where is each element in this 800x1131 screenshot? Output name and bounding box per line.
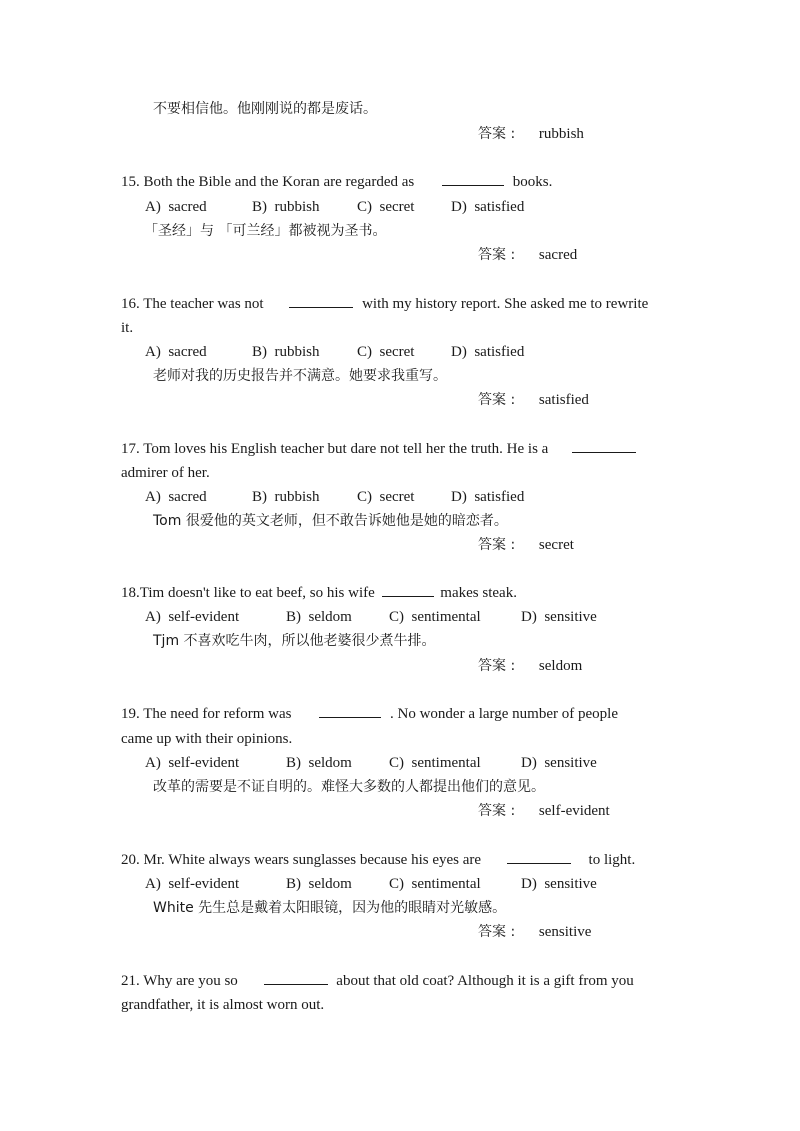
q18-question bbox=[121, 584, 517, 602]
q14-answer: rubbish bbox=[538, 126, 584, 142]
q19-blank bbox=[319, 705, 381, 718]
q19-question bbox=[121, 705, 618, 723]
q14-answer-row bbox=[478, 125, 584, 143]
q18-option-c: C) sentimental bbox=[389, 609, 481, 625]
q16-text-line2: it. bbox=[121, 320, 134, 336]
q16-option-d: D) satisfied bbox=[451, 344, 525, 360]
q19-option-c: C) sentimental bbox=[389, 755, 481, 771]
q19-answer-row bbox=[478, 802, 610, 820]
q19-text-before: 19. The need for reform was bbox=[121, 706, 292, 722]
q15-option-c: C) secret bbox=[357, 199, 415, 215]
q15-option-d: D) satisfied bbox=[451, 199, 525, 215]
q18-option-a: A) self-evident bbox=[145, 609, 240, 625]
q16-option-a: A) sacred bbox=[145, 344, 207, 360]
q15-option-b: B) rubbish bbox=[252, 199, 320, 215]
q21-text-line2: grandfather, it is almost worn out. bbox=[121, 997, 325, 1013]
q17-text-before: 17. Tom loves his English teacher but dare not tell her the truth. He is a bbox=[121, 441, 549, 457]
q17-answer-row bbox=[478, 536, 574, 554]
q19-text-line2: came up with their opinions. bbox=[121, 731, 293, 747]
q17-option-c: C) secret bbox=[357, 489, 415, 505]
q20-answer: sensitive bbox=[538, 924, 592, 940]
q19-translation: 改革的需要是不证自明的。难怪大多数的人都提出他们的意见。 bbox=[153, 779, 545, 795]
q16-question bbox=[121, 295, 648, 313]
q15-answer-row bbox=[478, 246, 577, 264]
q20-option-a: A) self-evident bbox=[145, 876, 240, 892]
answer-label: 答案 : bbox=[478, 537, 516, 553]
q20-blank bbox=[507, 851, 571, 864]
answer-label: 答案 : bbox=[478, 658, 516, 674]
q20-option-d: D) sensitive bbox=[521, 876, 597, 892]
q16-text-before: 16. The teacher was not bbox=[121, 296, 264, 312]
q17-text-line2: admirer of her. bbox=[121, 465, 210, 481]
q20-text-after: to light. bbox=[588, 852, 636, 868]
q16-text-after: with my history report. She asked me to rewrite bbox=[362, 296, 649, 312]
q18-blank bbox=[382, 584, 434, 597]
q16-translation: 老师对我的历史报告并不满意。她要求我重写。 bbox=[153, 368, 447, 384]
q20-translation: White 先生总是戴着太阳眼镜，因为他的眼睛对光敏感。 bbox=[153, 900, 507, 916]
q17-option-b: B) rubbish bbox=[252, 489, 320, 505]
q16-answer-row bbox=[478, 391, 589, 409]
q21-question bbox=[121, 972, 634, 990]
q18-text-before: 18.Tim doesn't like to eat beef, so his wife bbox=[121, 585, 375, 601]
q20-answer-row bbox=[478, 923, 591, 941]
q14-translation: 不要相信他。他刚刚说的都是废话。 bbox=[153, 101, 377, 117]
q18-answer: seldom bbox=[538, 658, 583, 674]
answer-label: 答案 : bbox=[478, 392, 516, 408]
q16-answer: satisfied bbox=[538, 392, 589, 408]
q19-answer: self-evident bbox=[538, 803, 610, 819]
q20-text-before: 20. Mr. White always wears sunglasses because his eyes are bbox=[121, 852, 482, 868]
q19-text-after: . No wonder a large number of people bbox=[390, 706, 618, 722]
q15-answer: sacred bbox=[538, 247, 578, 263]
q18-translation: Tjm 不喜欢吃牛肉，所以他老婆很少煮牛排。 bbox=[153, 633, 436, 649]
q15-option-a: A) sacred bbox=[145, 199, 207, 215]
q17-option-a: A) sacred bbox=[145, 489, 207, 505]
q17-blank bbox=[572, 440, 636, 453]
q19-option-b: B) seldom bbox=[286, 755, 352, 771]
q15-text-after: books. bbox=[512, 174, 553, 190]
answer-label: 答案 : bbox=[478, 126, 516, 142]
q16-option-c: C) secret bbox=[357, 344, 415, 360]
q17-question bbox=[121, 440, 636, 458]
q20-option-c: C) sentimental bbox=[389, 876, 481, 892]
q17-answer: secret bbox=[538, 537, 574, 553]
q18-answer-row bbox=[478, 657, 582, 675]
answer-label: 答案 : bbox=[478, 924, 516, 940]
q20-question bbox=[121, 851, 635, 869]
answer-label: 答案 : bbox=[478, 247, 516, 263]
q16-option-b: B) rubbish bbox=[252, 344, 320, 360]
q20-option-b: B) seldom bbox=[286, 876, 352, 892]
q21-text-after: about that old coat? Although it is a gift from you bbox=[336, 973, 634, 989]
q16-blank bbox=[289, 295, 353, 308]
answer-label: 答案 : bbox=[478, 803, 516, 819]
q15-translation: 「圣经」与 「可兰经」都被视为圣书。 bbox=[144, 223, 387, 239]
q15-question bbox=[121, 173, 552, 191]
q19-option-a: A) self-evident bbox=[145, 755, 240, 771]
q17-translation: Tom 很爱他的英文老师，但不敢告诉她他是她的暗恋者。 bbox=[153, 513, 508, 529]
q17-option-d: D) satisfied bbox=[451, 489, 525, 505]
q15-blank bbox=[442, 173, 504, 186]
q18-text-after: makes steak. bbox=[440, 585, 517, 601]
q18-option-b: B) seldom bbox=[286, 609, 352, 625]
q19-option-d: D) sensitive bbox=[521, 755, 597, 771]
q18-option-d: D) sensitive bbox=[521, 609, 597, 625]
q15-text-before: 15. Both the Bible and the Koran are regarded as bbox=[121, 174, 415, 190]
q21-blank bbox=[264, 972, 328, 985]
q21-text-before: 21. Why are you so bbox=[121, 973, 238, 989]
